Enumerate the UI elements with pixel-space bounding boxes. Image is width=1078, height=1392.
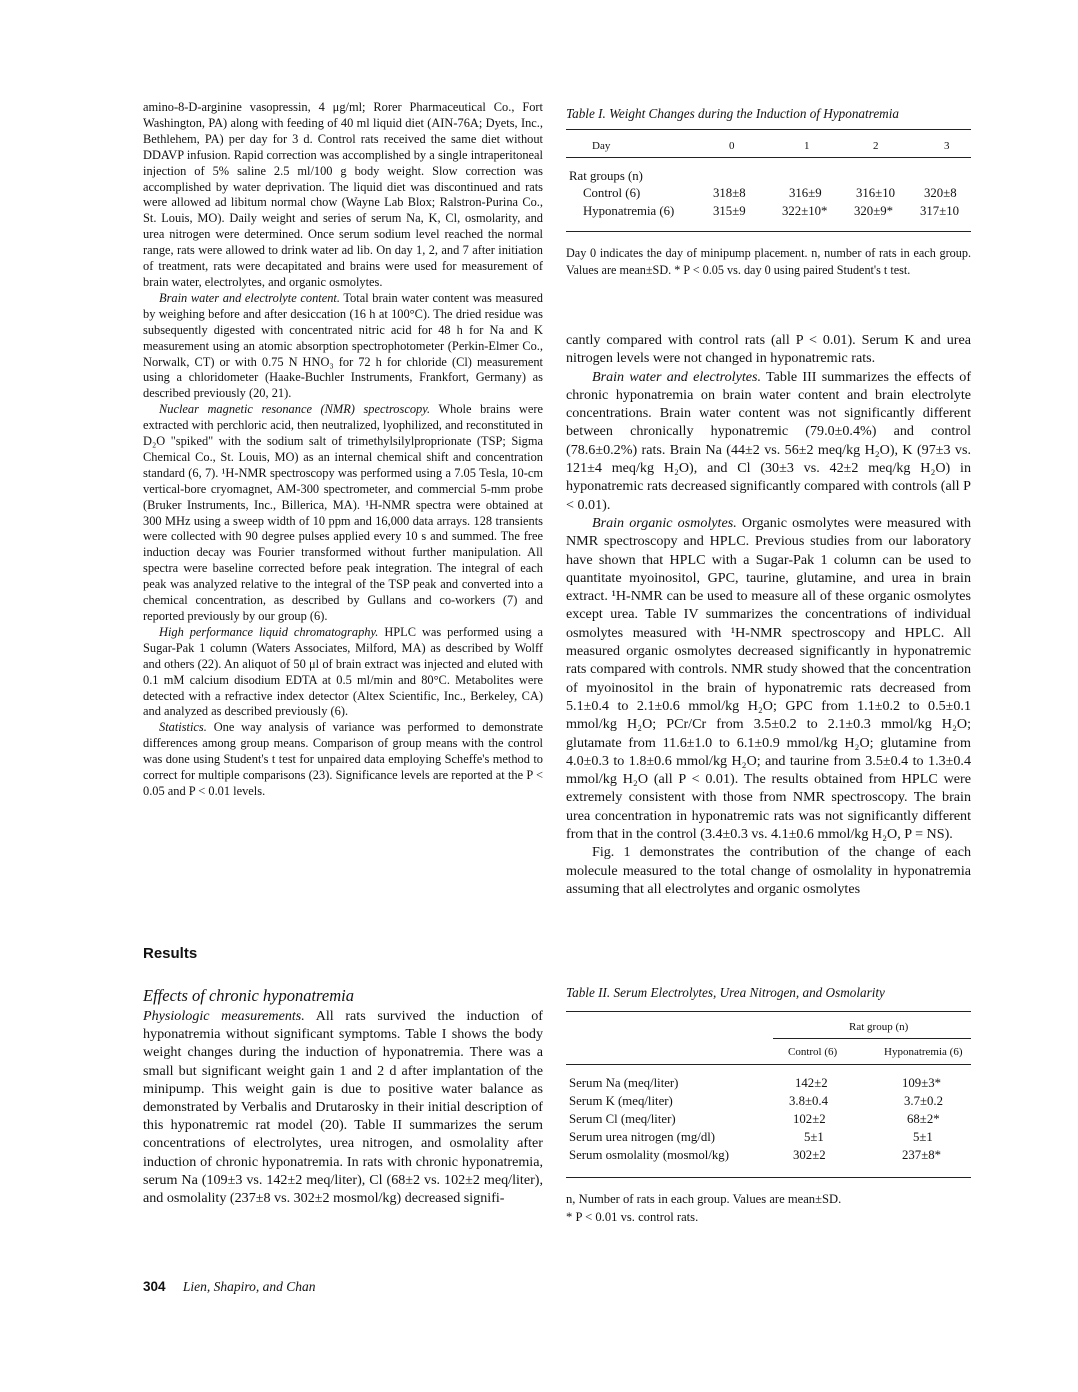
subsection-head: Brain water and electrolyte content. (159, 290, 340, 305)
table2-note: n, Number of rats in each group. Values are mean±SD. (566, 1192, 842, 1206)
table2-cell: 109±3* (902, 1076, 942, 1090)
paragraph-text: Organic osmolytes were measured with NMR spectroscopy and HPLC. Previous studies from our laboratory have shown that HPLC with a Sugar-Pak 1 column can be used to quantitate myoinositol, GPC, taurine, glutamine, and urea in brain extract. ¹H-NMR can be used to measure all of these organic osmolytes except urea. Table IV summarizes the concentrations of individual osmolytes measured with ¹H-NMR spectroscopy and HPLC. All measured organic osmolytes decreased significantly in hyponatremic rats compared with controls. NMR study showed that the concentration of myoinositol in the brain of hyponatremic rats decreased from 5.1±0.4 to 2.1±0.6 mmol/kg H₂O; GPC from 1.1±0.2 to 0.5±0.1 mmol/kg H₂O; PCr/Cr from 3.5±0.2 to 2.1±0.3 mmol/kg H₂O; glutamate from 11.6±1.0 to 6.1±0.9 mmol/kg H₂O; glutamine from 4.0±0.3 to 1.8±0.6 mmol/kg H₂O; and taurine from 3.5±0.4 to 1.3±0.4 mmol/kg H₂O (all P < 0.01). The results obtained from HPLC were extremely consistent with those from NMR spectroscopy. The brain urea concentration in hyponatremic rats was not significantly different from that in the control (3.4±0.3 vs. 4.1±0.6 mmol/kg H₂O, P = NS). (566, 514, 972, 843)
results-paragraph (566, 368, 971, 514)
table2-cell: 102±2 (793, 1112, 826, 1126)
section-heading: Effects of chronic hyponatremia (143, 986, 354, 1005)
table-rule (773, 1038, 971, 1039)
paragraph-text: Whole brains were extracted with perchloric acid, then neutralized, lyophilized, and reconstituted in D₂O "spiked" with the sodium salt of trimethylsilylproprionate (TSP; Sigma Chemical Co., St. Louis, MO) as an internal chemical shift and concentration standard (6, 7). ¹H-NMR spectroscopy was performed using a 7.05 Tesla, 10-cm vertical-bore cryomagnet, AM-300 spectrometer, and commercial 5-mm probe (Bruker Instruments, Inc., Billerica, MA). ¹H-NMR spectra were obtained at 300 MHz using a sweep width of 10 ppm and 16,000 data arrays. 128 transients were collected with 90 degree pulses applied every 10 s and summed. The free induction decay was Fourier transformed without further manipulation. All spectra were baseline corrected before peak integration. The integral of each peak was analyzed relative to the integral of the TSP peak and converted into a chemical concentration, as described by Gullans and co-workers (7) and reported previously by our group (6). (143, 402, 543, 623)
paragraph-text: One way analysis of variance was performed to demonstrate differences among group means. Comparison of group means with the control was done using Student's t test for unpaired data employing Scheffe's method to correct for multiple comparisons (23). Significance levels are reported at the P < 0.05 and P < 0.01 levels. (143, 720, 543, 798)
subsection-head: Physiologic measurements. (143, 1008, 305, 1024)
table1-col-header: Day (592, 140, 611, 152)
results-paragraph (143, 1007, 543, 1207)
table2-col-header: Hyponatremia (6) (884, 1046, 963, 1058)
table2-row-label: Serum K (meq/liter) (569, 1094, 673, 1108)
table2-cell: 302±2 (793, 1148, 826, 1162)
table-rule (566, 1177, 971, 1178)
table2-cell: 3.7±0.2 (904, 1094, 944, 1108)
methods-paragraph: amino-8-D-arginine vasopressin, 4 μg/ml; Rorer Pharmaceutical Co., Fort Washington, PA) along with feeding of 40 ml liquid diet (AIN-76A; Dyets, Inc., Bethlehem, PA) per day for 3 d. Control rats received the same diet without DDAVP infusion. Rapid correction was accomplished by a single intraperitoneal injection of 5% saline 2.5 ml/100 g body weight. Slow correction was accomplished by water deprivation. The liquid diet was discontinued and rats were allowed ad libitum normal chow (Wayne Lab Blox; Ralstron-Purina Co., St. Louis, MO). Daily weight and series of serum Na, K, Cl, osmolarity, and urea nitrogen were determined. Once serum sodium level reached the normal range, rats were allowed to drink water ad lib. On day 1, 2, and 7 after initiation of treatment, rats were decapitated and brains were used for measurement of brain water, electrolytes, and organic osmolytes. (143, 100, 543, 289)
running-authors: Lien, Shapiro, and Chan (182, 1279, 316, 1294)
table1-cell: 318±8 (713, 186, 746, 200)
table1-cell: 316±10 (856, 186, 896, 200)
table1-cell: 317±10 (920, 204, 960, 218)
table2-row-label: Serum osmolality (mosmol/kg) (569, 1148, 729, 1162)
table1-col-header: 2 (873, 140, 879, 152)
table1-cell: 315±9 (713, 204, 746, 218)
table-rule (566, 129, 971, 130)
left-column (143, 100, 543, 800)
table2-caption: Table II. Serum Electrolytes, Urea Nitrogen, and Osmolarity (566, 985, 885, 1000)
table1-row-label: Control (6) (583, 186, 641, 200)
paragraph-text: HPLC was performed using a Sugar-Pak 1 column (Waters Associates, Milford, MA) as described by Wolff and others (22). An aliquot of 50 μl of brain extract was injected and eluted with 0.1 mM calcium disodium EDTA at 0.5 ml/min and 80°C. Metabolites were detected with a refractive index detector (Altex Scientific, Inc., Berkeley, CA) and analyzed as described previously (6). (143, 624, 543, 719)
paragraph-text: All rats survived the induction of hyponatremia without significant symptoms. Table I shows the body weight changes during the induction of hyponatremia. There was a small but significant weight gain 1 and 2 d after implantation of the minipump. This weight gain is due to positive water balance as demonstrated by Verbalis and Drutarosky in their initial description of this hyponatremic rat model (20). Table II summarizes the serum concentrations of electrolytes, urea nitrogen, and osmolality after induction of chronic hyponatremia. In rats with chronic hyponatremia, serum Na (109±3 vs. 142±2 meq/liter), Cl (68±2 vs. 102±2 meq/liter), and osmolality (237±8 vs. 302±2 mosmol/kg) decreased signifi- (143, 1008, 543, 1207)
methods-paragraph (143, 402, 543, 625)
results-body (143, 1007, 543, 1207)
table1-row-label: Hyponatremia (6) (583, 204, 675, 218)
table1-cell: 322±10* (782, 204, 828, 218)
table2-cell: 3.8±0.4 (789, 1094, 829, 1108)
subsection-head: Brain water and electrolytes. (592, 368, 762, 385)
table2-row-label: Serum Na (meq/liter) (569, 1076, 679, 1090)
table-rule (566, 1011, 971, 1012)
table1-cell: 320±9* (854, 204, 894, 218)
table2-cell: 142±2 (795, 1076, 828, 1090)
table1-cell: 320±8 (924, 186, 957, 200)
right-column (566, 331, 971, 898)
table2-cell: 5±1 (913, 1130, 933, 1144)
table-rule (566, 157, 971, 158)
methods-paragraph (143, 720, 543, 800)
results-heading: Results (143, 945, 198, 962)
methods-paragraph (143, 291, 543, 402)
table-rule (566, 1064, 971, 1065)
paragraph-text: Total brain water content was measured by weighing before and after desiccation (16 h at 100°C). The dried residue was subsequently digested with concentrated nitric acid for 48 h for Na and K measurement using an atomic absorption spectrophotometer (Perkin-Elmer Co., Norwalk, CT) or with 0.75 N HNO₃ for 72 h for chloride (Cl) measurement using a chloridometer (Haake-Buchler Instruments, Frankfort, Germany) as described previously (20, 21). (143, 290, 543, 401)
table2-row-label: Serum Cl (meq/liter) (569, 1112, 676, 1126)
table2-cell: 237±8* (902, 1148, 942, 1162)
table2-cell: 5±1 (804, 1130, 824, 1144)
table1-col-header: 3 (944, 140, 950, 152)
paragraph-text: Table III summarizes the effects of chronic hyponatremia on brain water content and brain electrolyte concentrations. Brain water content was not significantly different between chronically hyponatremic (79.0±0.4%) and control (78.6±0.2%) rats. Brain Na (44±2 vs. 56±2 meq/kg H₂O), K (97±3 vs. 121±4 meq/kg H₂O), and Cl (30±3 vs. 42±2 meq/kg H₂O) in hyponatremic rats decreased significantly compared with controls (all P < 0.01). (566, 368, 972, 513)
table1-note: Day 0 indicates the day of minipump placement. n, number of rats in each group. Values are mean±SD. * P < 0.05 vs. day 0 using paired Student's t test. (566, 246, 971, 277)
table1-col-header: 0 (729, 140, 735, 152)
subsection-head: Nuclear magnetic resonance (NMR) spectroscopy. (159, 402, 431, 417)
table1-group-label: Rat groups (n) (569, 169, 643, 183)
page-number: 304 (143, 1279, 166, 1294)
table2-col-header: Control (6) (788, 1046, 838, 1058)
table1-cell: 316±9 (789, 186, 822, 200)
table2-group-header: Rat group (n) (849, 1021, 909, 1033)
results-paragraph: cantly compared with control rats (all P < 0.01). Serum K and urea nitrogen levels were not changed in hyponatremic rats. (566, 332, 971, 367)
subsection-head: Statistics. (159, 720, 207, 735)
results-paragraph: Fig. 1 demonstrates the contribution of the change of each molecule measured to the total change of osmolality in hyponatremia assuming that all electrolytes and organic osmolytes (566, 844, 971, 897)
table2-row-label: Serum urea nitrogen (mg/dl) (569, 1130, 716, 1144)
table-rule (566, 231, 971, 232)
page-footer (143, 1279, 316, 1295)
table1-caption: Table I. Weight Changes during the Induction of Hyponatremia (566, 106, 899, 121)
table2-note: * P < 0.01 vs. control rats. (566, 1210, 699, 1224)
results-paragraph (566, 514, 971, 843)
subsection-head: Brain organic osmolytes. (592, 514, 737, 531)
subsection-head: High performance liquid chromatography. (159, 624, 379, 639)
table1-col-header: 1 (804, 140, 810, 152)
table2-cell: 68±2* (907, 1112, 940, 1126)
methods-paragraph (143, 625, 543, 720)
